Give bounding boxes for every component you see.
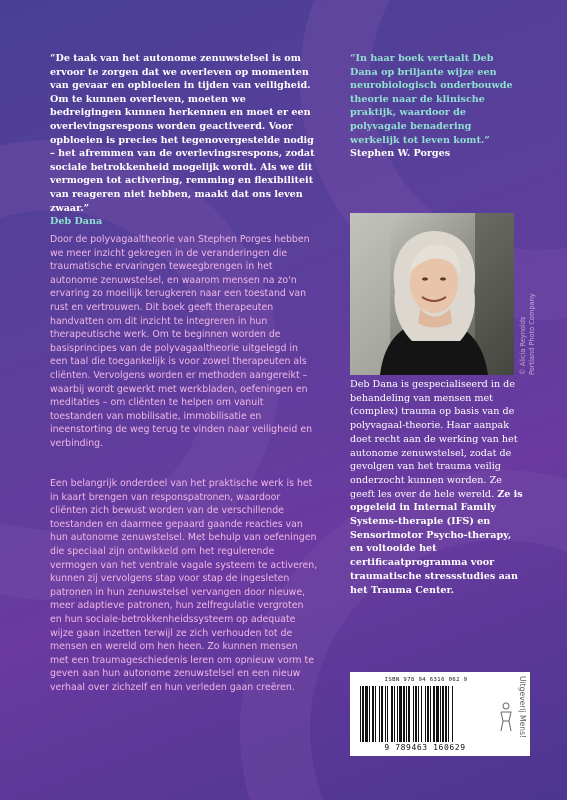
endorsement-quote-attribution: Stephen W. Porges (350, 148, 451, 160)
photo-credit-line-1: © Alicia Reynolds (519, 316, 527, 375)
isbn-label: ISBN 978 94 6316 062 9 (384, 677, 468, 683)
author-bio-regular: Deb Dana is gespecialiseerd in de behandeling van mensen met (complex) trauma op basis van de polyvagaal-theorie. Haar aanpak doet recht aan de werking van het autonome zenuwstelsel, zodat de gevolgen van het trauma veilig onderzocht kunnen worden. Ze geeft les over de hele wereld. (350, 379, 518, 500)
barcode (350, 672, 500, 756)
author-bio (350, 378, 524, 597)
photo-credit (519, 293, 567, 375)
barcode-bars (360, 686, 490, 742)
author-bio-bold: Ze is opgeleid in Internal Family Systems-therapie (IFS) en Sensorimotor Psycho-therapy, en voltooide het certificaatprogramma voor traumatische stressstudies aan het Trauma Center. (350, 488, 523, 596)
endorsement-quote (350, 52, 520, 161)
author-quote (50, 52, 318, 229)
barcode-digits: 9 789463 160629 (384, 743, 466, 752)
description-paragraph-2: Een belangrijk onderdeel van het praktische werk is het in kaart brengen van responspatronen, waardoor cliënten zich bewust worden van de verschillende toestanden en daarmee gepaard gaande reacties van hun autonome zenuwstelsel. Met behulp van oefeningen die speciaal zijn ontwikkeld om het regulerende vermogen van het ventrale vagale systeem te activeren, kunnen zij vervolgens stap voor stap de ingesleten patronen in hun zenuwstelsel vervangen door nieuwe, meer adaptieve patronen, hun zelfregulatie vergroten en hun sociale-betrokkenheidssysteem op adequate wijze gaan inzetten terwijl ze zich verhouden tot de mensen en wereld om hen heen. Zo kunnen mensen met een traumageschiedenis leren om opnieuw vorm te geven aan hun autonome zenuwstelsel en een nieuw verhaal over zichzelf en hun verleden gaan creëren. (50, 478, 318, 693)
photo-credit-line-2: Portland Photo Company (527, 293, 536, 375)
author-photo (350, 213, 514, 375)
description-paragraph-1: Door de polyvagaaltheorie van Stephen Porges hebben we meer inzicht gekregen in de veranderingen die traumatische ervaringen teweegbrengen in het autonome zenuwstelsel, en waarom mensen na zo'n ervaring zo moeilijk terugkeren naar een toestand van rust en vertrouwen. Dit boek geeft therapeuten handvatten om dit inzicht te integreren in hun therapeutische werk. Om te beginnen worden de basisprincipes van de polyvagaaltheorie uitgelegd in een taal die toegankelijk is voor zowel therapeuten als cliënten. Vervolgens worden er methoden aangereikt – waarbij wordt gewerkt met werkbladen, oefeningen en meditaties – om cliënten te helpen om vanuit toestanden van mobilisatie, immobilisatie en ineenstorting de weg terug te vinden naar veiligheid en verbinding. (50, 234, 313, 449)
author-quote-attribution: Deb Dana (50, 216, 103, 228)
author-quote-text: “De taak van het autonome zenuwstelsel is om ervoor te zorgen dat we overleven op momenten van gevaar en opbloeien in tijden van veiligheid. Om te kunnen overleven, moeten we bedreigingen kunnen herkennen en moet er een overlevingsrespons worden geactiveerd. Voor opbloeien is precies het tegenovergestelde nodig – het afremmen van de overlevingsrespons, zodat sociale betrokkenheid mogelijk wordt. Als we dit vermogen tot activering, remming en flexibiliteit van reageren niet hebben, maakt dat ons leven zwaar.” (50, 53, 315, 214)
publisher-name: Uitgeverij Mens! (518, 676, 527, 739)
publisher-figure-icon (498, 702, 514, 732)
publisher-logo (496, 672, 530, 756)
endorsement-quote-text: “In haar boek vertaalt Deb Dana op briljante wijze een neurobiologisch onderbouwde theorie naar de klinische praktijk, waardoor de polyvagale benadering werkelijk tot leven komt.” (350, 53, 513, 146)
